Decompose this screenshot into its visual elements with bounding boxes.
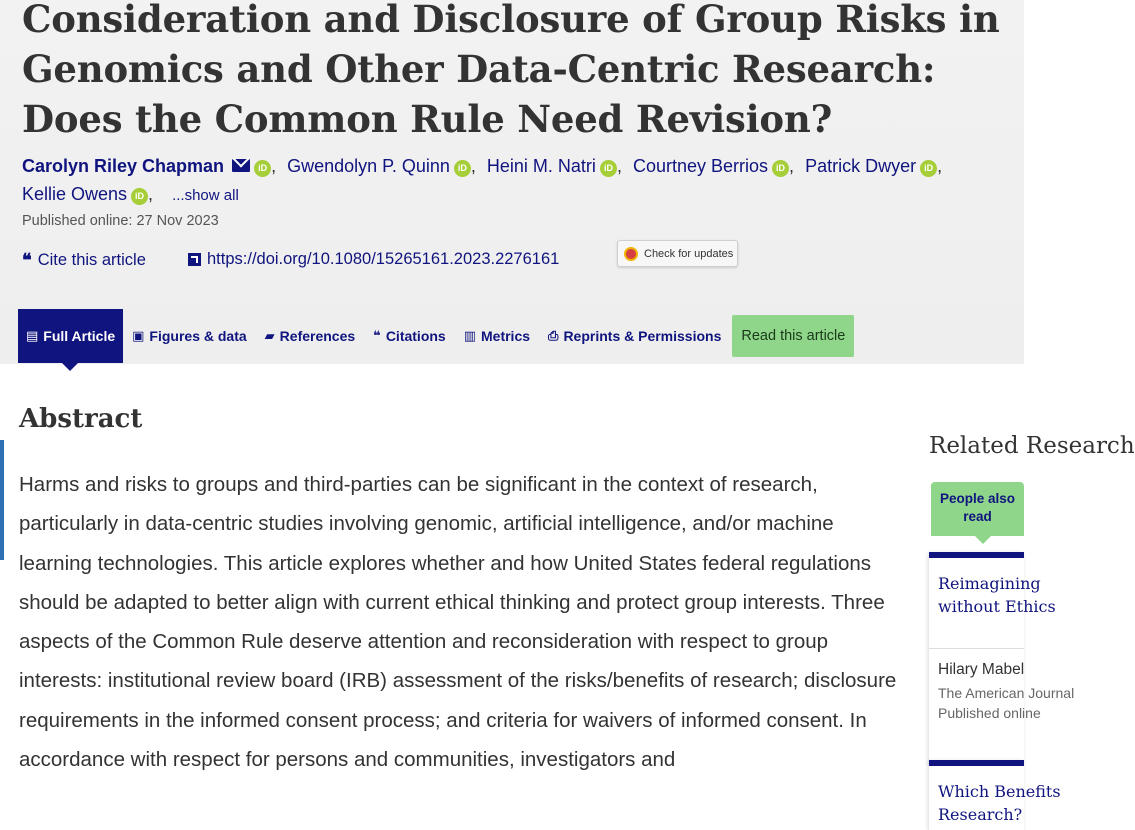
bar-chart-icon: ▥	[463, 328, 476, 343]
cite-label: Cite this article	[37, 251, 146, 269]
author[interactable]	[22, 184, 148, 204]
tab-citations[interactable]: ❝ Citations	[373, 328, 446, 344]
cite-article-link[interactable]	[22, 250, 146, 271]
orcid-icon[interactable]: iD	[454, 160, 471, 177]
author-name[interactable]: Heini M. Natri	[486, 156, 596, 176]
orcid-icon[interactable]: iD	[131, 188, 148, 205]
author-name[interactable]: Patrick Dwyer	[805, 156, 917, 176]
orcid-icon[interactable]: iD	[772, 160, 789, 177]
related-research-heading: Related Research	[929, 433, 1135, 459]
tab-references[interactable]: ▰ References	[264, 328, 356, 344]
abstract-heading: Abstract	[19, 404, 143, 434]
people-also-read-tab[interactable]: People also read	[931, 482, 1024, 536]
abstract-text: Harms and risks to groups and third-parties can be significant in the context of research, particularly in data-centric studies involving genomic, artificial intelligence, and/or machine learning technologies. This article explores whether and how United States federal regulations should be adapted to better align with current ethical thinking and protect group interests. Three aspects of the Common Rule deserve attention and reconsideration with respect to group interests: institutional review board (IRB) assessment of the risks/benefits of research; disclosure requirements in the informed consent process; and criteria for waivers of informed consent. In accordance with respect for persons and communities, investigators and	[19, 473, 897, 772]
author-name[interactable]: Carolyn Riley Chapman	[22, 156, 225, 176]
author[interactable]	[487, 156, 617, 176]
printer-icon: ⎙	[548, 328, 559, 343]
tab-metrics[interactable]: ▥ Metrics	[463, 328, 531, 344]
document-icon: ▤	[26, 328, 39, 343]
published-date: Published online: 27 Nov 2023	[22, 213, 219, 229]
check-updates-label: Check for updates	[644, 247, 734, 260]
tab-full-article[interactable]: ▤ Full Article	[18, 309, 123, 363]
book-icon: ▰	[264, 328, 275, 343]
mail-icon[interactable]	[232, 159, 250, 172]
quote-icon: ❝	[373, 328, 381, 343]
author[interactable]	[633, 156, 789, 176]
crossmark-icon	[624, 247, 638, 261]
tab-figures-data[interactable]: ▣ Figures & data	[132, 328, 247, 344]
related-article-card[interactable]	[929, 760, 1061, 830]
section-marker	[0, 440, 4, 560]
author-list: Carolyn Riley Chapman iD , Gwendolyn P. Quinn iD , Heini M. Natri iD , Courtney Berrios iD , Patrick Dwyer iD , Kellie Owens iD , ...show all	[22, 156, 943, 204]
author[interactable]	[805, 156, 937, 176]
related-article-card[interactable]	[929, 552, 1075, 764]
author-name[interactable]: Courtney Berrios	[632, 156, 769, 176]
author-name[interactable]: Gwendolyn P. Quinn	[287, 156, 450, 176]
article-title: Consideration and Disclosure of Group Risks in Genomics and Other Data-Centric Research: Does the Common Rule Need Revision?	[22, 0, 1000, 141]
related-article-title[interactable]: Which Benefits Research?	[938, 782, 1061, 824]
related-article-journal: The American Journal	[938, 685, 1075, 701]
tab-reprints-permissions[interactable]: ⎙ Reprints & Permissions	[548, 328, 722, 344]
related-article-title[interactable]: Reimagining without Ethics	[938, 574, 1056, 616]
quote-icon: ❝	[22, 250, 32, 271]
doi-link[interactable]	[188, 250, 559, 269]
article-tabs	[18, 309, 854, 363]
author[interactable]	[22, 156, 271, 176]
author-name[interactable]: Kellie Owens	[22, 184, 128, 204]
related-article-author: Hilary Mabel	[938, 661, 1025, 678]
image-icon: ▣	[132, 328, 145, 343]
orcid-icon[interactable]: iD	[920, 160, 937, 177]
read-article-button[interactable]: Read this article	[732, 315, 854, 357]
check-for-updates-button[interactable]	[617, 240, 738, 267]
show-all-authors-link[interactable]: ...show all	[172, 187, 239, 204]
related-article-published: Published online	[938, 705, 1041, 721]
external-link-icon	[188, 253, 201, 266]
author[interactable]	[287, 156, 471, 176]
orcid-icon[interactable]: iD	[600, 160, 617, 177]
doi-label: https://doi.org/10.1080/15265161.2023.2276161	[207, 250, 560, 268]
orcid-icon[interactable]: iD	[254, 160, 271, 177]
